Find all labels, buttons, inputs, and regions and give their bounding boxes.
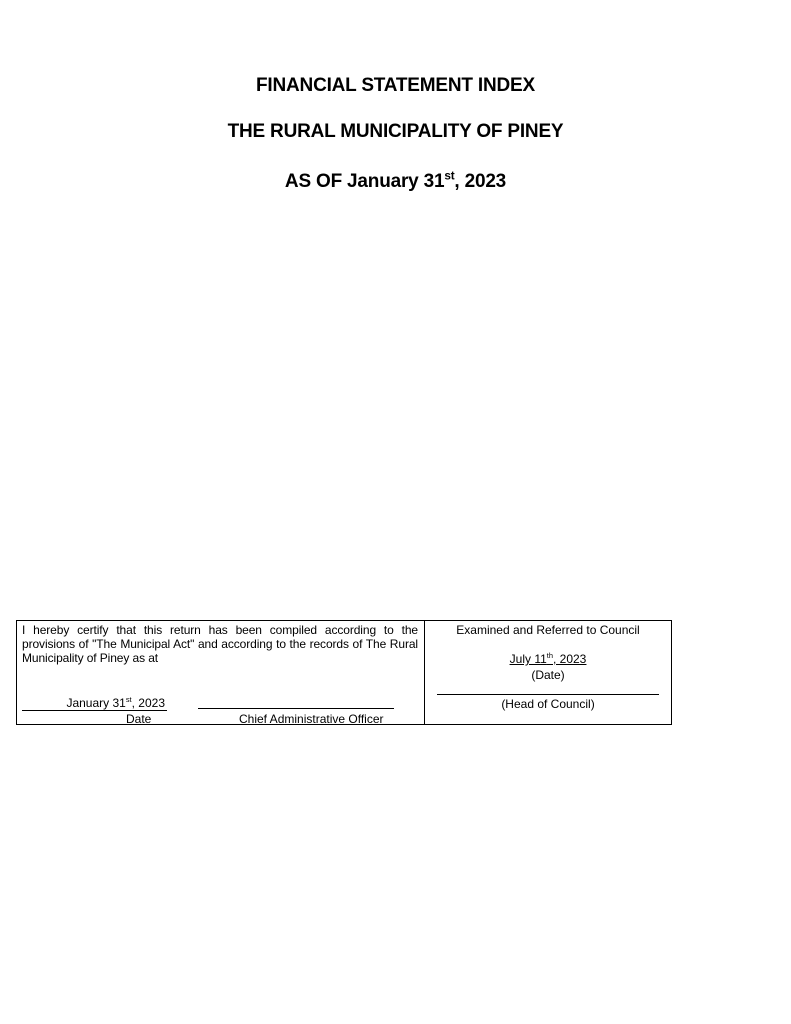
certification-date-ordinal: st	[125, 695, 132, 704]
council-date-ordinal: th	[546, 651, 553, 660]
as-of-date-heading	[0, 171, 791, 193]
certification-statement: I hereby certify that this return has been compiled according to the provisions of "The Municipal Act" and according to the records of The Rural Municipality of Piney as at	[22, 623, 418, 665]
head-of-council-signature-line	[437, 694, 659, 695]
head-of-council-label: (Head of Council)	[501, 697, 595, 711]
as-of-prefix: AS OF January 31	[284, 171, 445, 192]
council-date	[425, 652, 671, 666]
certification-box	[16, 620, 672, 725]
certification-date-label: Date	[126, 712, 152, 726]
examined-label: Examined and Referred to Council	[456, 623, 640, 637]
as-of-suffix: , 2023	[454, 171, 507, 192]
council-date-label: (Date)	[531, 668, 565, 682]
council-date-suffix: , 2023	[552, 652, 587, 666]
certification-date	[22, 697, 167, 711]
council-column	[425, 621, 671, 724]
cao-signature-label: Chief Administrative Officer	[239, 712, 384, 726]
certification-date-prefix: January 31	[66, 696, 126, 710]
as-of-ordinal: st	[444, 169, 455, 183]
municipality-heading: THE RURAL MUNICIPALITY OF PINEY	[227, 121, 564, 142]
certification-date-suffix: , 2023	[131, 696, 165, 710]
council-date-text	[510, 652, 587, 666]
cao-signature-line	[198, 708, 394, 709]
document-title: FINANCIAL STATEMENT INDEX	[256, 75, 535, 96]
council-date-prefix: July 11	[509, 652, 547, 666]
